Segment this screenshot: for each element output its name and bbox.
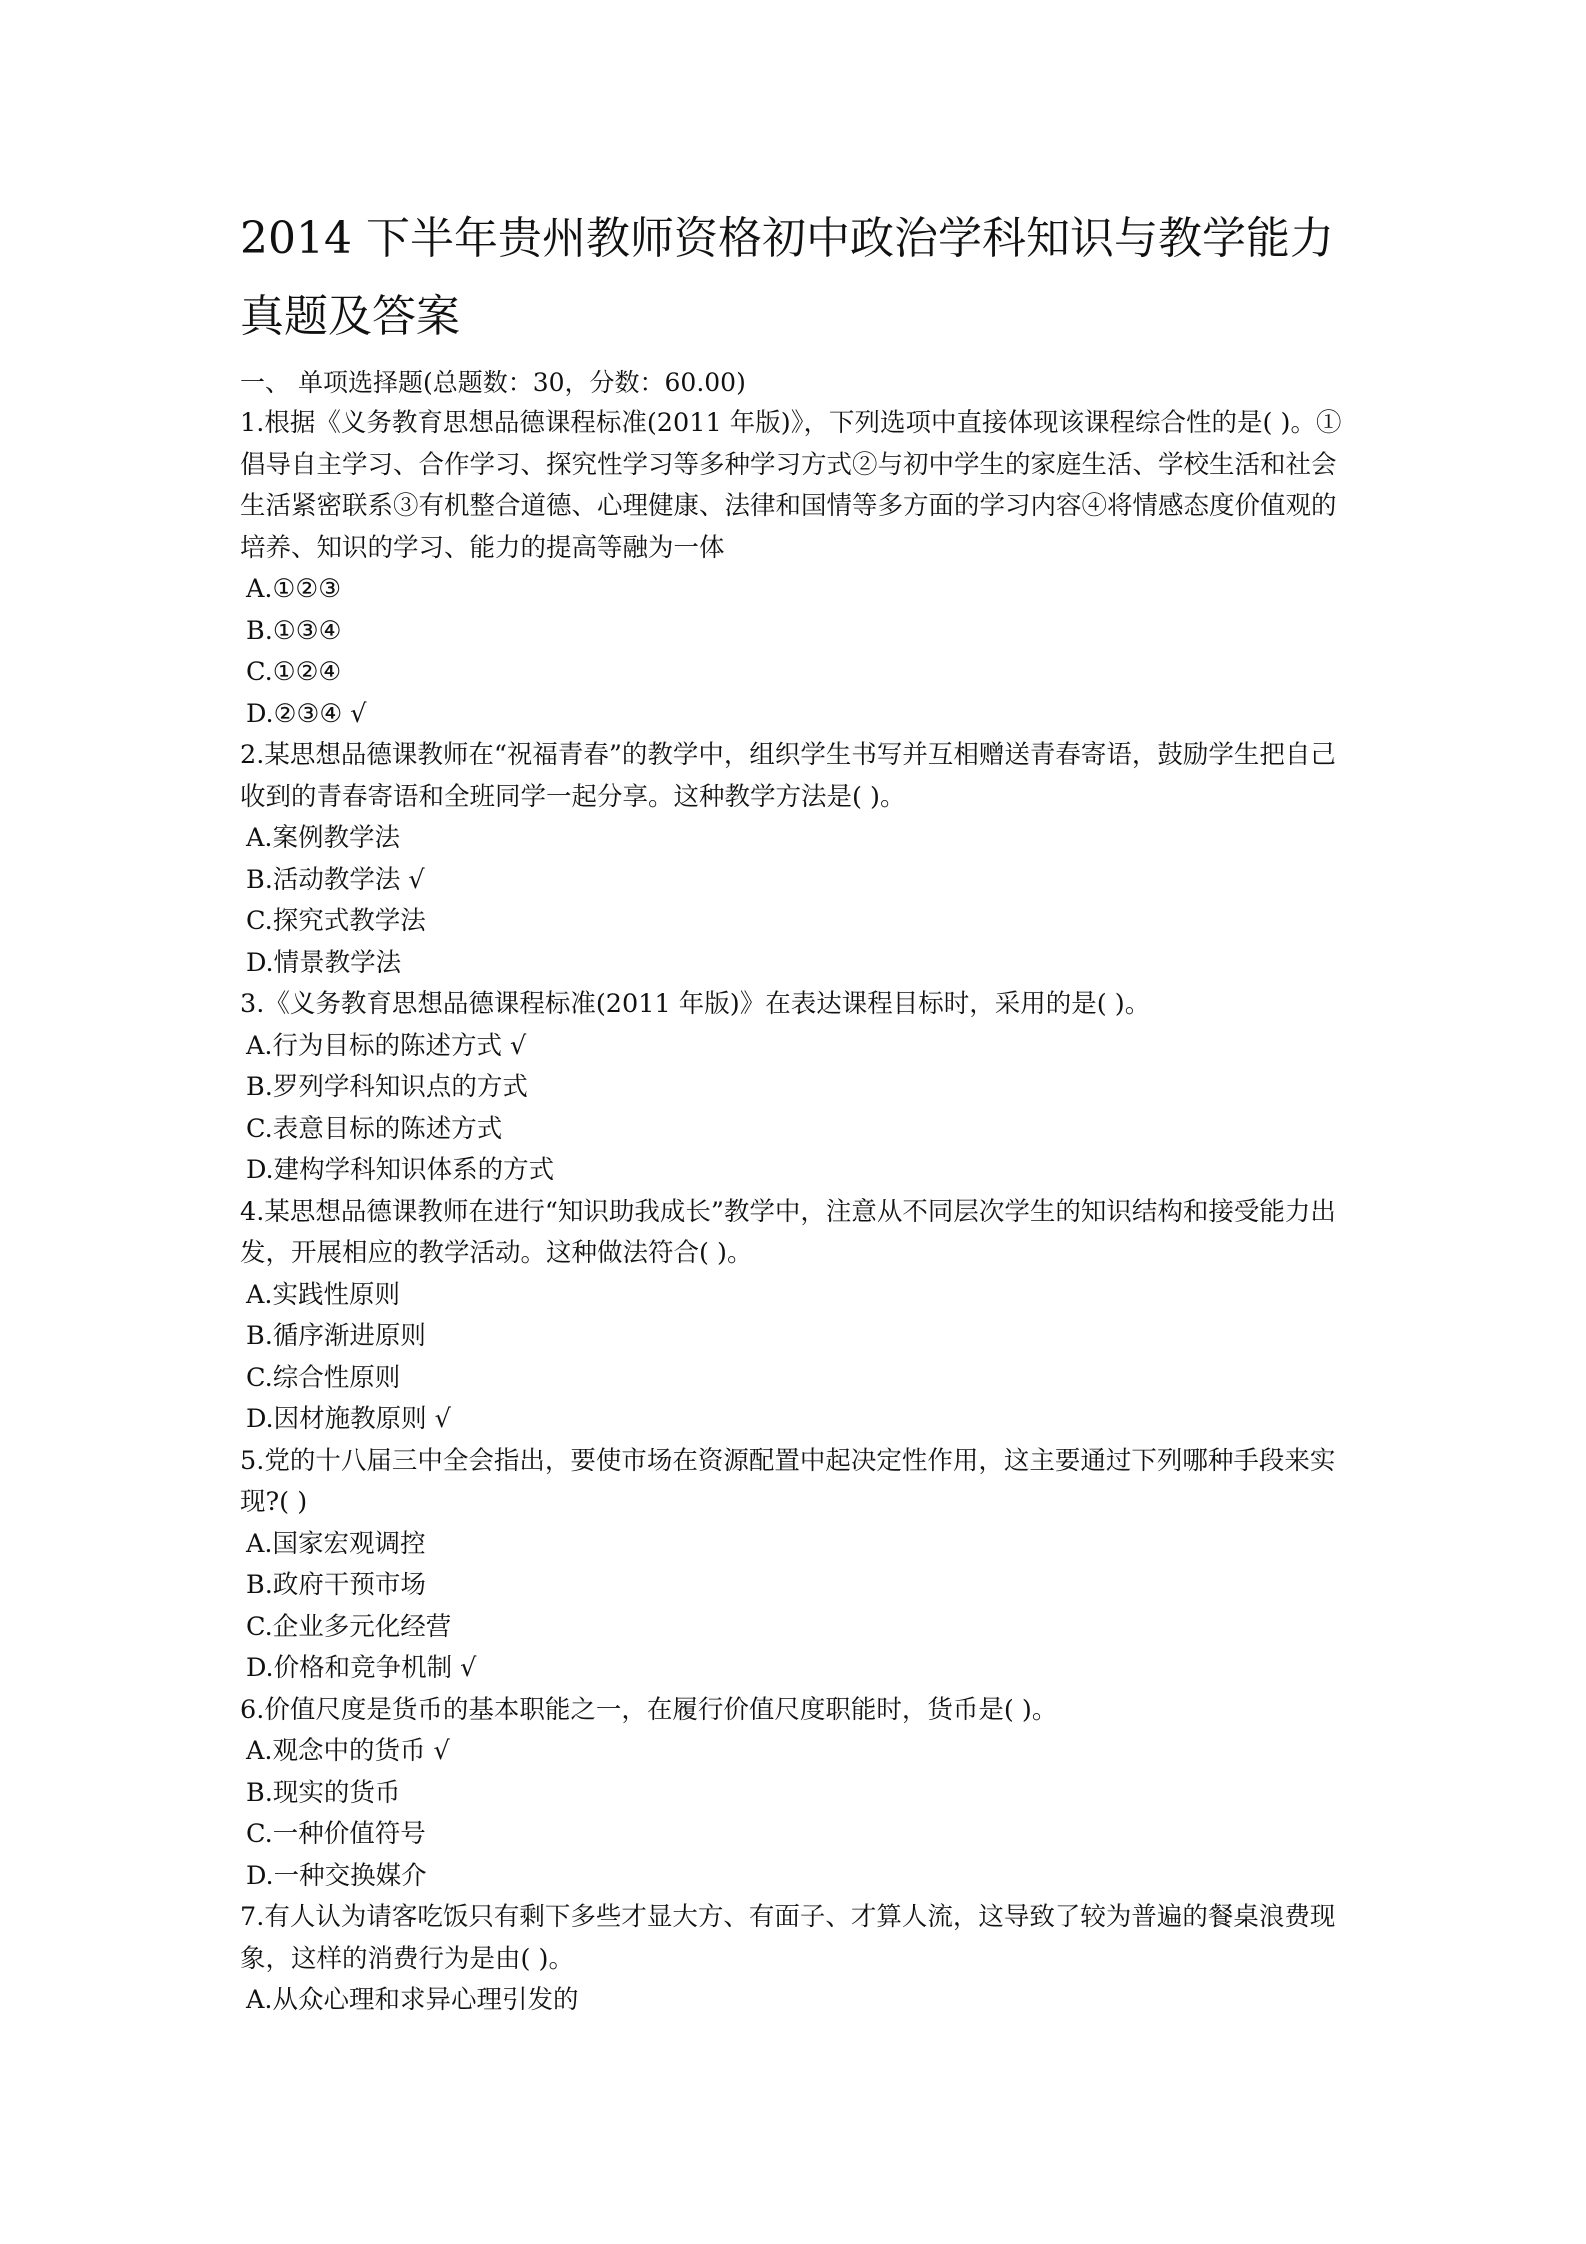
- option-text: D.②③④: [246, 698, 343, 729]
- answer-option: [240, 1026, 1360, 1068]
- answer-option: [240, 1648, 1360, 1690]
- option-text: C.企业多元化经营: [246, 1611, 452, 1642]
- question-7: [240, 1897, 1360, 2022]
- question-stem: 7.有人认为请客吃饭只有剩下多些才显大方、有面子、才算人流，这导致了较为普遍的餐桌浪费现象，这样的消费行为是由( )。: [240, 1902, 1336, 1974]
- option-text: C.①②④: [246, 657, 342, 687]
- question-stem: 2.某思想品德课教师在“祝福青春”的教学中，组织学生书写并互相赠送青春寄语，鼓励学生把自己收到的青春寄语和全班同学一起分享。这种教学方法是( )。: [240, 740, 1336, 812]
- document-title: 2014 下半年贵州教师资格初中政治学科知识与教学能力真题及答案: [240, 213, 1334, 342]
- question-1: [240, 403, 1360, 735]
- option-text: D.因材施教原则: [246, 1404, 427, 1434]
- option-text: D.建构学科知识体系的方式: [246, 1155, 555, 1185]
- answer-option: [240, 1565, 1360, 1607]
- answer-option: [240, 943, 1360, 985]
- option-text: D.情景教学法: [246, 947, 402, 978]
- answer-option: [240, 1067, 1360, 1109]
- question-5: [240, 1441, 1360, 1690]
- option-text: B.①③④: [246, 615, 342, 646]
- correct-answer-checkmark-icon: √: [408, 864, 425, 895]
- answer-option: [240, 1399, 1360, 1441]
- option-text: B.政府干预市场: [246, 1570, 426, 1600]
- answer-option: [240, 1980, 1360, 2022]
- answer-option: [240, 1856, 1360, 1898]
- option-text: C.探究式教学法: [246, 906, 426, 936]
- option-text: B.循序渐进原则: [246, 1321, 426, 1351]
- answer-option: [240, 901, 1360, 943]
- answer-option: [240, 1773, 1360, 1815]
- correct-answer-checkmark-icon: √: [433, 1736, 450, 1766]
- answer-option: [240, 818, 1360, 860]
- question-stem: 4.某思想品德课教师在进行“知识助我成长”教学中，注意从不同层次学生的知识结构和接受能力出发，开展相应的教学活动。这种做法符合( )。: [240, 1196, 1336, 1268]
- option-text: A.①②③: [246, 574, 342, 604]
- option-text: B.现实的货币: [246, 1777, 401, 1808]
- answer-option: [240, 1316, 1360, 1358]
- option-text: B.活动教学法: [246, 864, 401, 895]
- option-text: C.综合性原则: [246, 1362, 401, 1393]
- answer-option: [240, 694, 1360, 736]
- option-text: A.从众心理和求异心理引发的: [246, 1985, 579, 2015]
- answer-option: [240, 1814, 1360, 1856]
- section-heading: 一、 单项选择题(总题数：30，分数：60.00): [240, 368, 746, 397]
- question-stem: 3.《义务教育思想品德课程标准(2011 年版)》在表达课程目标时，采用的是( )。: [240, 989, 1151, 1019]
- option-text: C.一种价值符号: [246, 1819, 426, 1849]
- option-text: D.价格和竞争机制: [246, 1653, 453, 1683]
- answer-option: [240, 1275, 1360, 1317]
- answer-option: [240, 1109, 1360, 1151]
- answer-option: [240, 1524, 1360, 1566]
- correct-answer-checkmark-icon: √: [434, 1404, 451, 1434]
- question-2: [240, 735, 1360, 984]
- option-text: A.行为目标的陈述方式: [246, 1030, 503, 1061]
- option-text: C.表意目标的陈述方式: [246, 1113, 503, 1144]
- option-text: A.实践性原则: [246, 1279, 401, 1310]
- question-stem: 1.根据《义务教育思想品德课程标准(2011 年版)》，下列选项中直接体现该课程综合性的是( )。①倡导自主学习、合作学习、探究性学习等多种学习方式②与初中学生的家庭生活、学校生活和社会生活紧密联系③有机整合道德、心理健康、法律和国情等多方面的学习内容④将情感态度价值观的培养、知识的学习、能力的提高等融为一体: [240, 408, 1342, 563]
- option-text: B.罗列学科知识点的方式: [246, 1072, 528, 1102]
- answer-option: [240, 1607, 1360, 1649]
- document-page: [240, 200, 1360, 2022]
- answer-option: [240, 1150, 1360, 1192]
- option-text: D.一种交换媒介: [246, 1860, 427, 1891]
- correct-answer-checkmark-icon: √: [510, 1030, 527, 1061]
- answer-option: [240, 652, 1360, 694]
- question-stem: 5.党的十八届三中全会指出，要使市场在资源配置中起决定性作用，这主要通过下列哪种手段来实现?( ): [240, 1445, 1336, 1517]
- answer-option: [240, 1731, 1360, 1773]
- answer-option: [240, 1358, 1360, 1400]
- answer-option: [240, 611, 1360, 653]
- question-4: [240, 1192, 1360, 1441]
- correct-answer-checkmark-icon: √: [460, 1653, 477, 1683]
- option-text: A.案例教学法: [246, 823, 401, 853]
- answer-option: [240, 860, 1360, 902]
- option-text: A.国家宏观调控: [246, 1528, 426, 1559]
- correct-answer-checkmark-icon: √: [350, 698, 367, 729]
- question-6: [240, 1690, 1360, 1898]
- answer-option: [240, 569, 1360, 611]
- question-3: [240, 984, 1360, 1192]
- question-list: [240, 403, 1360, 2022]
- question-stem: 6.价值尺度是货币的基本职能之一，在履行价值尺度职能时，货币是( )。: [240, 1694, 1058, 1725]
- option-text: A.观念中的货币: [246, 1736, 426, 1766]
